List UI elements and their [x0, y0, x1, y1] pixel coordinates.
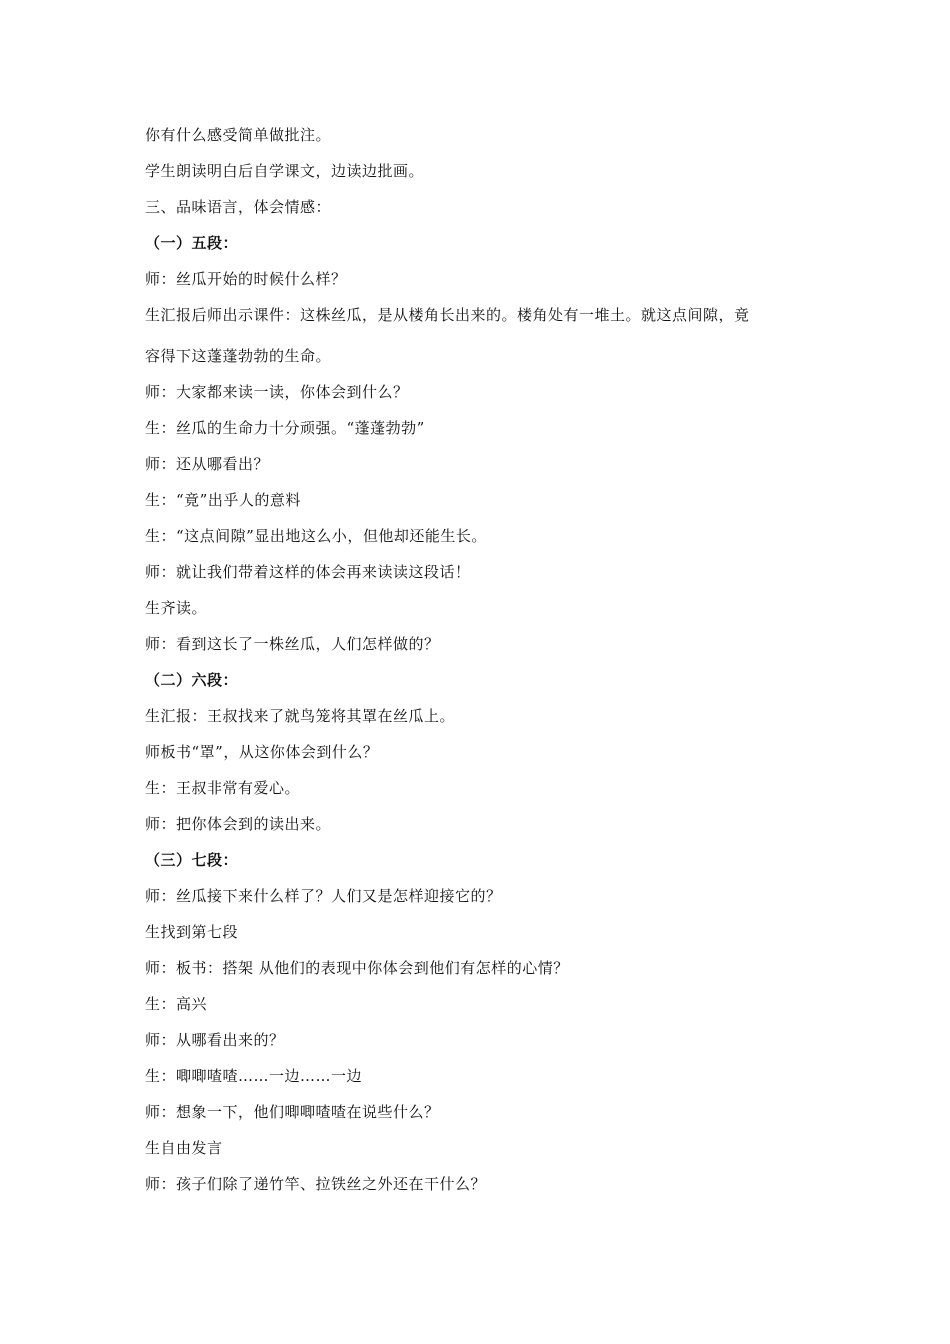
text-line: 师：还从哪看出？	[145, 455, 270, 473]
section-heading: 三、品味语言，体会情感：	[145, 198, 332, 216]
subsection-heading: （二）六段：	[145, 671, 239, 689]
text-line: 师：把你体会到的读出来。	[145, 815, 332, 833]
text-line: 师：板书：搭架 从他们的表现中你体会到他们有怎样的心情？	[145, 959, 569, 977]
text-line: 师：想象一下，他们唧唧喳喳在说些什么？	[145, 1103, 440, 1121]
text-line: 师：看到这长了一株丝瓜，人们怎样做的？	[145, 635, 440, 653]
text-line: 师：丝瓜接下来什么样了？人们又是怎样迎接它的？	[145, 887, 502, 905]
text-line: 生：丝瓜的生命力十分顽强。“蓬蓬勃勃”	[145, 419, 425, 437]
text-line: 学生朗读明白后自学课文，边读边批画。	[145, 162, 425, 180]
subsection-heading: （三）七段：	[145, 851, 239, 869]
text-line: 生：“这点间隙”显出地这么小，但他却还能生长。	[145, 527, 487, 545]
text-line: 生汇报后师出示课件：这株丝瓜，是从楼角长出来的。楼角处有一堆土。就这点间隙，竟	[145, 306, 750, 324]
text-line: 生：王叔非常有爱心。	[145, 779, 301, 797]
text-line: 师：就让我们带着这样的体会再来读读这段话！	[145, 563, 471, 581]
subsection-heading: （一）五段：	[145, 234, 239, 252]
text-line: 师：从哪看出来的？	[145, 1031, 285, 1049]
text-line: 生：“竟”出乎人的意料	[145, 491, 301, 509]
document-body	[145, 124, 810, 1209]
text-line: 师：丝瓜开始的时候什么样？	[145, 270, 347, 288]
text-line: 你有什么感受简单做批注。	[145, 126, 332, 144]
text-line: 生找到第七段	[145, 923, 239, 941]
text-line: 生：高兴	[145, 995, 208, 1013]
text-line: 生自由发言	[145, 1139, 223, 1157]
text-line: 生：唧唧喳喳……一边……一边	[145, 1067, 363, 1085]
text-line: 容得下这蓬蓬勃勃的生命。	[145, 347, 332, 365]
text-line: 生汇报：王叔找来了就鸟笼将其罩在丝瓜上。	[145, 707, 456, 725]
text-line: 师板书“罩”，从这你体会到什么？	[145, 743, 379, 761]
text-line: 师：大家都来读一读，你体会到什么？	[145, 383, 409, 401]
text-line: 生齐读。	[145, 599, 208, 617]
text-line: 师：孩子们除了递竹竿、拉铁丝之外还在干什么？	[145, 1175, 487, 1193]
